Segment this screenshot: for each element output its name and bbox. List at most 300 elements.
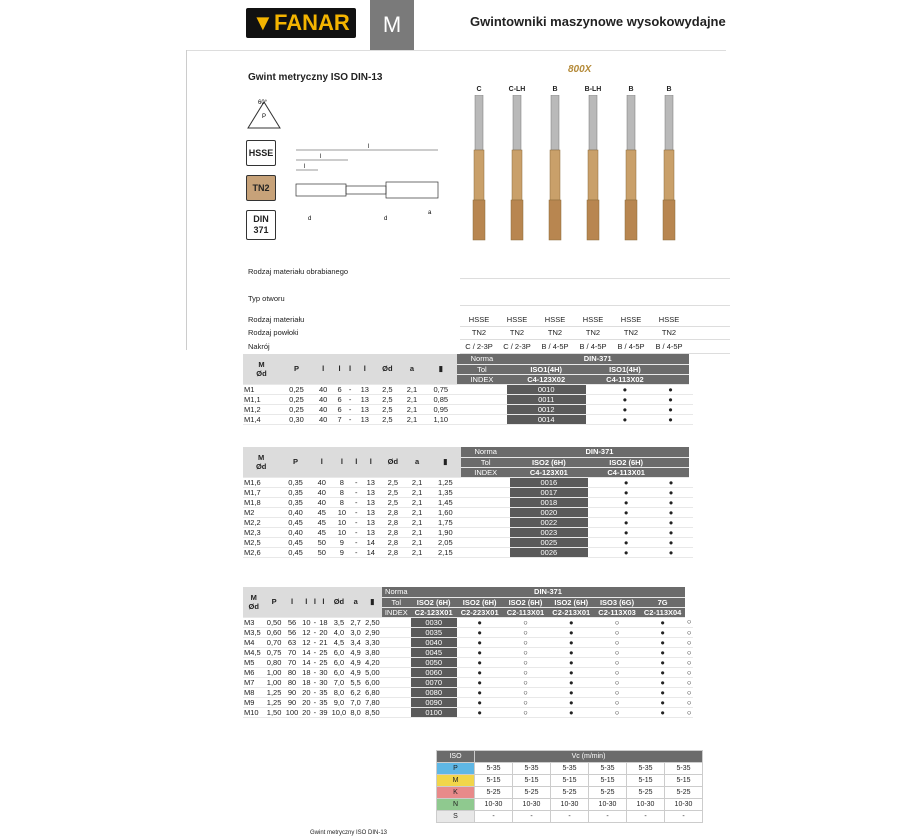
cell: 0,80 bbox=[265, 657, 284, 667]
tol-cell: ISO2 (6H) bbox=[503, 597, 549, 607]
cell: 10,0 bbox=[329, 707, 348, 717]
cell: 40 bbox=[312, 487, 332, 497]
availability-mark: ○ bbox=[503, 627, 549, 637]
norma-cell bbox=[382, 637, 411, 647]
din-label: DIN-371 bbox=[507, 354, 689, 364]
cell: 2,1 bbox=[400, 394, 425, 404]
availability-mark: ● bbox=[548, 657, 594, 667]
cell: 39 bbox=[319, 707, 328, 717]
coating-value: TN2 bbox=[509, 328, 525, 337]
material-value: HSSE bbox=[468, 315, 490, 324]
cell: 2,1 bbox=[405, 497, 429, 507]
tap-image bbox=[467, 95, 491, 245]
vc-cell: 5-15 bbox=[513, 775, 551, 787]
col-l2: l bbox=[332, 447, 352, 477]
divider bbox=[186, 50, 187, 350]
availability-mark: ● bbox=[586, 384, 664, 394]
cell: - bbox=[313, 647, 317, 657]
header-cell: INDEX bbox=[382, 607, 411, 617]
index-code: 0045 bbox=[411, 647, 457, 657]
brand-name: FANAR bbox=[274, 10, 350, 35]
cell: 0,25 bbox=[280, 384, 313, 394]
cell: 8,0 bbox=[350, 707, 361, 717]
vc-cell: 5-35 bbox=[589, 763, 627, 775]
header-cell: Norma bbox=[382, 587, 411, 597]
vc-cell: K bbox=[437, 787, 475, 799]
availability-mark: ○ bbox=[503, 677, 549, 687]
cell: 1,75 bbox=[429, 517, 461, 527]
cell: 63 bbox=[284, 637, 301, 647]
cell: 25 bbox=[319, 657, 328, 667]
cell: 6 bbox=[333, 404, 345, 414]
cell: 7 bbox=[333, 414, 345, 424]
material-value: HSSE bbox=[582, 315, 604, 324]
tol-cell: ISO3 (6G) bbox=[594, 597, 640, 607]
vc-table bbox=[436, 750, 703, 823]
column-label: C bbox=[476, 86, 482, 93]
availability-mark: ○ bbox=[503, 637, 549, 647]
header-row bbox=[243, 587, 693, 597]
cell: 40 bbox=[312, 497, 332, 507]
cell: 6 bbox=[333, 394, 345, 404]
tol-cell: ISO2 (6H) bbox=[510, 457, 588, 467]
cell: 1,00 bbox=[265, 667, 284, 677]
cell: - bbox=[352, 537, 361, 547]
cell: 100 bbox=[284, 707, 301, 717]
cell: 0,25 bbox=[280, 394, 313, 404]
divider bbox=[460, 326, 730, 327]
vc-cell: 5-25 bbox=[513, 787, 551, 799]
vc-cell: 10-30 bbox=[513, 799, 551, 811]
index-code: 0070 bbox=[411, 677, 457, 687]
vc-cell: - bbox=[551, 811, 589, 823]
cell: 13 bbox=[355, 414, 375, 424]
index-code: 0025 bbox=[510, 537, 588, 547]
col-l1: l bbox=[313, 354, 333, 384]
column-label: B bbox=[628, 86, 634, 93]
index-code: 0030 bbox=[411, 617, 457, 627]
cell: 2,7 bbox=[350, 617, 361, 627]
header-row bbox=[243, 354, 693, 364]
table-row bbox=[243, 637, 693, 647]
cell: 50 bbox=[312, 537, 332, 547]
tol-cell: ISO1(4H) bbox=[586, 364, 664, 374]
cell: 35 bbox=[319, 687, 328, 697]
cell: 1,00 bbox=[265, 677, 284, 687]
table-row bbox=[243, 617, 693, 627]
table-row bbox=[243, 497, 693, 507]
availability-mark: ● bbox=[640, 617, 686, 627]
index-code: 0035 bbox=[411, 627, 457, 637]
norma-cell bbox=[461, 517, 509, 527]
availability-mark: ○ bbox=[686, 697, 692, 707]
hole-icon: ▮ bbox=[363, 587, 382, 617]
cell: 2,1 bbox=[400, 384, 425, 394]
cell: 0,75 bbox=[265, 647, 284, 657]
svg-text:l: l bbox=[368, 144, 370, 150]
cell: 2,1 bbox=[405, 507, 429, 517]
vc-cell: 5-35 bbox=[475, 763, 513, 775]
col-p: P bbox=[279, 447, 311, 477]
header-cell: Tol bbox=[382, 597, 411, 607]
vc-row bbox=[437, 787, 703, 799]
tol-cell bbox=[665, 457, 678, 467]
index-cell: C2-113X01 bbox=[503, 607, 549, 617]
svg-text:P: P bbox=[262, 114, 267, 120]
cell: M6 bbox=[243, 667, 265, 677]
col-d2: Ød bbox=[381, 447, 405, 477]
cell: 0,40 bbox=[279, 527, 311, 537]
section-title: Gwint metryczny ISO DIN-13 bbox=[248, 72, 383, 83]
cell: M1,7 bbox=[243, 487, 279, 497]
cell: 2,15 bbox=[429, 547, 461, 557]
col-m: M Ød bbox=[243, 447, 279, 477]
index-code: 0100 bbox=[411, 707, 457, 717]
cell: M10 bbox=[243, 707, 265, 717]
cell: M1,8 bbox=[243, 497, 279, 507]
col-l1: l bbox=[284, 587, 301, 617]
cell: 2,1 bbox=[405, 477, 429, 487]
hsse-badge: HSSE bbox=[246, 140, 276, 166]
cell: 10 bbox=[332, 527, 352, 537]
cell: 9 bbox=[332, 547, 352, 557]
cell: - bbox=[352, 497, 361, 507]
vc-cell: 5-15 bbox=[551, 775, 589, 787]
empty-cell bbox=[689, 537, 693, 547]
cell: 2,8 bbox=[381, 517, 405, 527]
availability-mark: ● bbox=[588, 537, 665, 547]
col-m: M Ød bbox=[243, 354, 280, 384]
tap-image bbox=[543, 95, 567, 245]
index-cell: C2-113X03 bbox=[594, 607, 640, 617]
table-row bbox=[243, 527, 693, 537]
table-row bbox=[243, 677, 693, 687]
empty-cell bbox=[689, 404, 693, 414]
col-p: P bbox=[280, 354, 313, 384]
cell: 30 bbox=[319, 677, 328, 687]
availability-mark: ○ bbox=[686, 687, 692, 697]
availability-mark: ○ bbox=[594, 707, 640, 717]
cell: - bbox=[313, 687, 317, 697]
cell: - bbox=[352, 507, 361, 517]
category-tab: M bbox=[370, 0, 414, 50]
norma-cell bbox=[461, 477, 509, 487]
availability-mark: ○ bbox=[594, 677, 640, 687]
header-cell: Norma bbox=[457, 354, 506, 364]
availability-mark: ● bbox=[586, 394, 664, 404]
header-cell: Tol bbox=[461, 457, 509, 467]
cell: 70 bbox=[284, 657, 301, 667]
cell: M9 bbox=[243, 697, 265, 707]
cell: 2,1 bbox=[405, 547, 429, 557]
cell: 6,0 bbox=[329, 647, 348, 657]
table-row bbox=[243, 487, 693, 497]
cell: 18 bbox=[319, 617, 328, 627]
cell: 3,5 bbox=[329, 617, 348, 627]
cell: 8 bbox=[332, 487, 352, 497]
norma-cell bbox=[382, 707, 411, 717]
cell: 56 bbox=[284, 627, 301, 637]
cell: 21 bbox=[319, 637, 328, 647]
cell: 1,35 bbox=[429, 487, 461, 497]
index-cell: C4-113X02 bbox=[586, 374, 664, 384]
availability-mark: ● bbox=[665, 477, 678, 487]
cell: M3,5 bbox=[243, 627, 265, 637]
cell: - bbox=[313, 637, 317, 647]
table-row bbox=[243, 394, 693, 404]
availability-mark: ○ bbox=[686, 657, 692, 667]
norma-cell bbox=[382, 697, 411, 707]
index-code: 0016 bbox=[510, 477, 588, 487]
table-row bbox=[243, 384, 693, 394]
vc-cell: 10-30 bbox=[665, 799, 703, 811]
tap-image bbox=[505, 95, 529, 245]
vc-cell: N bbox=[437, 799, 475, 811]
availability-mark: ○ bbox=[594, 617, 640, 627]
cell: - bbox=[352, 487, 361, 497]
norma-cell bbox=[461, 537, 509, 547]
material-value: HSSE bbox=[620, 315, 642, 324]
col-m: M Ød bbox=[243, 587, 265, 617]
cell: 14 bbox=[302, 647, 311, 657]
tol-cell: ISO2 (6H) bbox=[548, 597, 594, 607]
cell: 8,50 bbox=[363, 707, 382, 717]
availability-mark: ● bbox=[457, 617, 503, 627]
cell: 0,25 bbox=[280, 404, 313, 414]
norma-cell bbox=[382, 617, 411, 627]
cell: M1,1 bbox=[243, 394, 280, 404]
availability-mark: ● bbox=[664, 384, 677, 394]
cell: M2,3 bbox=[243, 527, 279, 537]
svg-text:d: d bbox=[384, 216, 388, 222]
spec-table-3 bbox=[243, 587, 693, 718]
cell: 25 bbox=[319, 647, 328, 657]
cell: 12 bbox=[302, 637, 311, 647]
norma-cell bbox=[461, 497, 509, 507]
cell: 14 bbox=[361, 537, 381, 547]
spec-table-2 bbox=[243, 447, 693, 558]
cell: 2,5 bbox=[381, 497, 405, 507]
cell: 0,60 bbox=[265, 627, 284, 637]
din-badge: DIN 371 bbox=[246, 210, 276, 240]
table-row bbox=[243, 507, 693, 517]
tol-cell bbox=[685, 457, 689, 467]
cell: 40 bbox=[313, 414, 333, 424]
norma-cell bbox=[382, 657, 411, 667]
chamfer-value: B / 4-5P bbox=[655, 342, 683, 351]
cell: 1,25 bbox=[429, 477, 461, 487]
cell: 2,8 bbox=[381, 527, 405, 537]
table-row bbox=[243, 697, 693, 707]
boox-logo: 800X bbox=[568, 64, 592, 75]
vc-cell: 5-25 bbox=[589, 787, 627, 799]
availability-mark: ● bbox=[548, 617, 594, 627]
cell: 13 bbox=[361, 517, 381, 527]
col-l1: l bbox=[312, 447, 332, 477]
col-l2r: l bbox=[352, 447, 361, 477]
cell: 7,0 bbox=[350, 697, 361, 707]
norma-cell bbox=[382, 647, 411, 657]
coating-value: TN2 bbox=[585, 328, 601, 337]
availability-mark: ● bbox=[457, 677, 503, 687]
norma-cell bbox=[461, 507, 509, 517]
empty-cell bbox=[689, 414, 693, 424]
index-cell bbox=[685, 467, 689, 477]
tol-cell bbox=[664, 364, 677, 374]
cell: 6 bbox=[333, 384, 345, 394]
cell: M2,6 bbox=[243, 547, 279, 557]
availability-mark: ● bbox=[457, 707, 503, 717]
cell: 8,0 bbox=[329, 687, 348, 697]
cell: M4 bbox=[243, 637, 265, 647]
cell: 1,45 bbox=[429, 497, 461, 507]
availability-mark: ○ bbox=[686, 667, 692, 677]
index-code: 0017 bbox=[510, 487, 588, 497]
divider bbox=[460, 278, 730, 279]
availability-mark: ● bbox=[640, 687, 686, 697]
vc-cell: 5-15 bbox=[475, 775, 513, 787]
cell: 2,8 bbox=[381, 507, 405, 517]
chamfer-value: B / 4-5P bbox=[541, 342, 569, 351]
availability-mark: ● bbox=[640, 657, 686, 667]
cell: 2,5 bbox=[375, 414, 400, 424]
availability-mark: ○ bbox=[594, 647, 640, 657]
table-row bbox=[243, 707, 693, 717]
col-p: P bbox=[265, 587, 284, 617]
cell: 40 bbox=[313, 394, 333, 404]
header-cell: INDEX bbox=[461, 467, 509, 477]
index-cell: C4-113X01 bbox=[588, 467, 665, 477]
norma-cell bbox=[457, 384, 506, 394]
index-code: 0022 bbox=[510, 517, 588, 527]
availability-mark: ○ bbox=[594, 627, 640, 637]
tol-cell: ISO2 (6H) bbox=[457, 597, 503, 607]
cell: 4,5 bbox=[329, 637, 348, 647]
cell: 9 bbox=[332, 537, 352, 547]
cell: 80 bbox=[284, 667, 301, 677]
availability-mark: ● bbox=[457, 697, 503, 707]
table-row bbox=[243, 667, 693, 677]
cell: 4,0 bbox=[329, 627, 348, 637]
cell: 13 bbox=[355, 384, 375, 394]
cell: 5,00 bbox=[363, 667, 382, 677]
cell: - bbox=[352, 517, 361, 527]
cell: 2,8 bbox=[381, 547, 405, 557]
col-a: a bbox=[400, 354, 425, 384]
vc-cell: 5-25 bbox=[627, 787, 665, 799]
vc-cell: 10-30 bbox=[475, 799, 513, 811]
cell: 0,40 bbox=[279, 507, 311, 517]
cell: 2,90 bbox=[363, 627, 382, 637]
empty-cell bbox=[689, 527, 693, 537]
cell: 9,0 bbox=[329, 697, 348, 707]
index-cell: C2-113X04 bbox=[640, 607, 686, 617]
vc-title: Vc (m/min) bbox=[475, 751, 703, 763]
cell: 0,70 bbox=[265, 637, 284, 647]
cell: 6,0 bbox=[329, 667, 348, 677]
availability-mark: ● bbox=[665, 507, 678, 517]
cell: 90 bbox=[284, 697, 301, 707]
availability-mark: ● bbox=[588, 527, 665, 537]
index-cell bbox=[685, 374, 689, 384]
cell: M5 bbox=[243, 657, 265, 667]
vc-row bbox=[437, 799, 703, 811]
cell: 20 bbox=[302, 687, 311, 697]
vc-cell: 5-25 bbox=[475, 787, 513, 799]
column-label: B-LH bbox=[584, 86, 602, 93]
vc-cell: - bbox=[627, 811, 665, 823]
availability-mark: ○ bbox=[594, 657, 640, 667]
header-cell: Norma bbox=[461, 447, 509, 457]
vc-row bbox=[437, 775, 703, 787]
vc-header-row bbox=[437, 751, 703, 763]
cell: 56 bbox=[284, 617, 301, 627]
cell: M8 bbox=[243, 687, 265, 697]
divider bbox=[186, 50, 726, 51]
din-label: DIN-371 bbox=[411, 587, 686, 597]
tol-cell: ISO2 (6H) bbox=[411, 597, 457, 607]
cell: M2,5 bbox=[243, 537, 279, 547]
empty-cell bbox=[689, 497, 693, 507]
cell: 2,1 bbox=[400, 414, 425, 424]
cell: 0,50 bbox=[265, 617, 284, 627]
tol-cell bbox=[685, 364, 689, 374]
index-code: 0020 bbox=[510, 507, 588, 517]
svg-text:l: l bbox=[304, 164, 306, 170]
index-code: 0014 bbox=[507, 414, 586, 424]
table-row bbox=[243, 687, 693, 697]
cell: 0,85 bbox=[424, 394, 457, 404]
cell: 40 bbox=[313, 404, 333, 414]
vc-cell: 10-30 bbox=[589, 799, 627, 811]
availability-mark: ○ bbox=[594, 687, 640, 697]
cell: 20 bbox=[302, 707, 311, 717]
cell: - bbox=[346, 384, 355, 394]
tol-cell: ISO1(4H) bbox=[507, 364, 586, 374]
cell: 14 bbox=[361, 547, 381, 557]
cell: 6,00 bbox=[363, 677, 382, 687]
col-a: a bbox=[348, 587, 362, 617]
availability-mark: ● bbox=[548, 677, 594, 687]
cell: 2,5 bbox=[375, 394, 400, 404]
cell: 6,2 bbox=[350, 687, 361, 697]
col-d2: Ød bbox=[375, 354, 400, 384]
tap-image bbox=[657, 95, 681, 245]
cell: 4,9 bbox=[350, 647, 361, 657]
spec-table-1 bbox=[243, 354, 693, 425]
cell: 3,4 bbox=[350, 637, 361, 647]
availability-mark: ● bbox=[640, 667, 686, 677]
cell: 3,30 bbox=[363, 637, 382, 647]
cell: 10 bbox=[332, 517, 352, 527]
chamfer-value: C / 2-3P bbox=[465, 342, 493, 351]
din-label: DIN-371 bbox=[510, 447, 689, 457]
availability-mark: ● bbox=[640, 627, 686, 637]
column-label: B bbox=[552, 86, 558, 93]
col-l3: l bbox=[317, 587, 329, 617]
availability-mark: ○ bbox=[686, 677, 692, 687]
cell: 5,5 bbox=[350, 677, 361, 687]
divider bbox=[460, 339, 730, 340]
table-row bbox=[243, 477, 693, 487]
material-value: HSSE bbox=[544, 315, 566, 324]
cell: 2,1 bbox=[405, 487, 429, 497]
cell: 0,30 bbox=[280, 414, 313, 424]
availability-mark: ● bbox=[548, 687, 594, 697]
hole-icon: ▮ bbox=[424, 354, 457, 384]
cell: - bbox=[313, 617, 317, 627]
availability-mark: ● bbox=[588, 477, 665, 487]
